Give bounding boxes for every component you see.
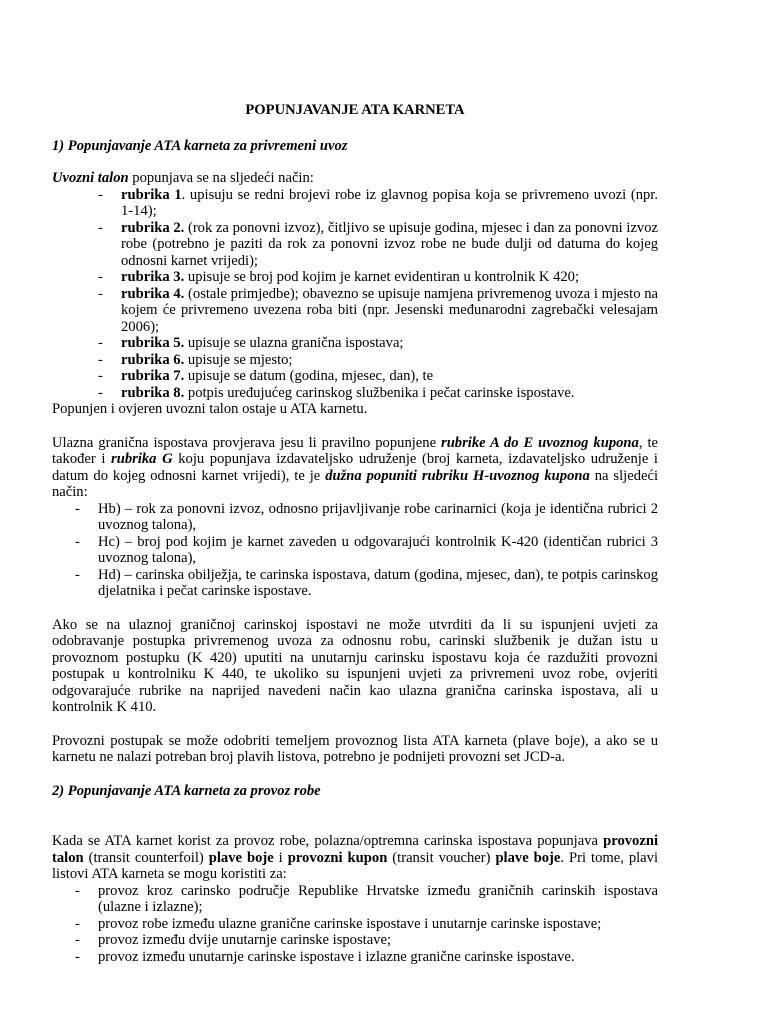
- list-item: - Hb) – rok za ponovni izvoz, odnosno prijavljivanje robe carinarnici (koja je identična rubrici 2 uvoznog talona),: [75, 500, 658, 533]
- list-item: - Hd) – carinska obilježja, te carinska ispostava, datum (godina, mjesec, dan), te potpis carinskog djelatnika i pečat carinske ispostave.: [75, 566, 658, 599]
- list-item: - rubrika 3. upisuje se broj pod kojim je karnet evidentiran u kontrolnik K 420;: [98, 269, 580, 285]
- list-item: - provoz kroz carinsko područje Republike Hrvatske između graničnih carinskih ispostava (ulazne i izlazne);: [75, 882, 658, 915]
- section-1-heading: 1) Popunjavanje ATA karneta za privremeni uvoz: [52, 137, 348, 154]
- h-rubrike-list: [52, 501, 658, 600]
- section-2-heading: 2) Popunjavanje ATA karneta za provoz robe: [52, 782, 321, 799]
- provoz-list: [52, 883, 658, 966]
- list-item: - Hc) – broj pod kojim je karnet zaveden u odgovarajući kontrolnik K-420 (identičan rubrici 3 uvoznog talona),: [75, 533, 658, 566]
- intro-bold: Uvozni talon: [52, 170, 129, 186]
- list-item: - rubrika 5. upisuje se ulazna granična ispostava;: [98, 335, 404, 351]
- list-item: - rubrika 8. potpis uređujućeg carinskog službenika i pečat carinske ispostave.: [98, 384, 575, 401]
- intro-rest: popunjava se na sljedeći način:: [128, 170, 314, 186]
- paragraph-provoz-robe: Kada se ATA karnet korist za provoz robe, polazna/optremna carinska ispostava popunjava provozni talon (transit counterfoil) plave boje i provozni kupon (transit voucher) plave boje. Pri tome, plavi listovi ATA karneta se mogu koristiti za:: [52, 833, 659, 882]
- list-item: - provoz između unutarnje carinske ispostave i izlazne granične carinske ispostave.: [75, 948, 575, 965]
- list-item: - rubrika 1. upisuju se redni brojevi robe iz glavnog popisa koja se privremeno uvozi (npr. 1-14);: [98, 186, 658, 219]
- uvozni-talon-intro: [52, 170, 658, 187]
- paragraph-granicna-ispostava: Ulazna granična ispostava provjerava jesu li pravilno popunjene rubrike A do E uvoznog kupona, te također i rubrika G koju popunjava izdavateljsko udruženje (broj karneta, izdavateljsko udruženje i datum do kojeg odnosni karnet vrijedi), te je dužna popuniti rubriku H-uvoznog kupona na sljedeći način:: [52, 434, 658, 500]
- list-item: - provoz između dvije unutarnje carinske ispostave;: [75, 932, 392, 948]
- list-item: - rubrika 7. upisuje se datum (godina, mjesec, dan), te: [98, 368, 434, 384]
- list-item: - provoz robe između ulazne granične carinske ispostave i unutarnje carinske ispostave;: [75, 915, 602, 932]
- document-title: POPUNJAVANJE ATA KARNETA: [245, 102, 465, 118]
- paragraph-provozni-postupak: Ako se na ulaznoj graničnoj carinskoj ispostavi ne može utvrditi da li su ispunjeni uvjeti za odobravanje postupka privremenog uvoza za odnosnu robu, carinski službenik je dužan istu u provoznom postupku (K 420) uputiti na unutarnju carinsku ispostavu koja će razdužiti provozni postupak u kontrolniku K 440, te ukoliko su ispunjeni uvjeti za privremeni uvoz robe, ovjeriti odgovarajuće rubrike na naprijed navedeni način kao ulazna granična carinska ispostava, ali u kontrolnik K 410.: [52, 616, 658, 715]
- rubrike-list: [52, 187, 658, 402]
- closing-sentence: Popunjen i ovjeren uvozni talon ostaje u ATA karnetu.: [52, 401, 368, 417]
- paragraph-provozni-list: Provozni postupak se može odobriti temeljem provoznog lista ATA karneta (plave boje), a ako se u karnetu ne nalazi potreban broj plavih listova, potrebno je podnijeti provozni set JCD-a.: [52, 732, 658, 765]
- list-item: - rubrika 6. upisuje se mjesto;: [98, 351, 293, 368]
- list-item: - rubrika 4. (ostale primjedbe); obavezno se upisuje namjena privremenog uvoza i mjesto na kojem će privremeno uvezena roba biti (npr. Jesenski međunarodni zagrebački velesajam 2006);: [98, 285, 659, 335]
- list-item: - rubrika 2. (rok za ponovni izvoz), čitljivo se upisuje godina, mjesec i dan za ponovni izvoz robe (potrebno je paziti da rok za ponovni izvoz robe ne bude dulji od datuma do kojeg odnosni karnet vrijedi);: [98, 219, 659, 269]
